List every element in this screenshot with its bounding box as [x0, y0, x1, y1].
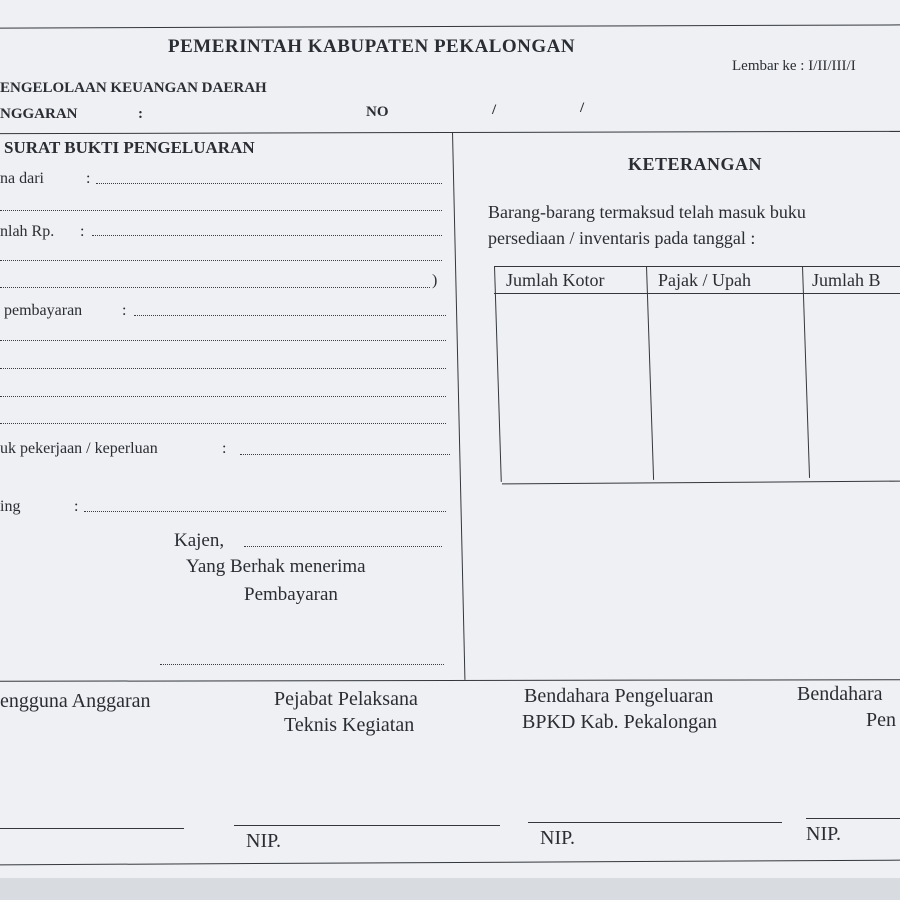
budget-label: NGGARAN [0, 106, 78, 122]
number-slash-2: / [580, 100, 585, 116]
payment-field-4[interactable] [0, 396, 446, 397]
technical-officer-title-1: Pejabat Pelaksana [274, 688, 418, 710]
signature-section-top [0, 679, 900, 682]
keterangan-title: KETERANGAN [628, 154, 763, 174]
number-label: NO [366, 104, 389, 120]
signature-line-3[interactable] [528, 822, 782, 823]
form-title: PEMERINTAH KABUPATEN PEKALONGAN [168, 36, 576, 57]
nip-label-4: NIP. [806, 823, 842, 845]
table-header-net: Jumlah B [812, 270, 881, 290]
signature-line-1[interactable] [0, 828, 184, 829]
bottom-border [0, 860, 900, 866]
amount-field[interactable] [92, 235, 442, 236]
payment-field-2[interactable] [0, 340, 446, 341]
nip-label-2: NIP. [246, 830, 282, 852]
department-name: ENGELOLAAN KEUANGAN DAERAH [0, 80, 267, 96]
sheet-number: Lembar ke : I/II/III/I [732, 58, 856, 74]
budget-colon: : [138, 106, 143, 122]
ing-label: ing [0, 498, 21, 515]
date-field[interactable] [244, 546, 442, 547]
payment-field[interactable] [134, 315, 446, 316]
payment-colon: : [122, 302, 127, 319]
top-border [0, 24, 900, 28]
technical-officer-title-2: Teknis Kegiatan [284, 714, 415, 736]
table-left-border [494, 266, 502, 482]
purpose-label: uk pekerjaan / keperluan [0, 440, 158, 457]
recipient-label-1: Yang Berhak menerima [186, 556, 366, 577]
budget-user-title: engguna Anggaran [0, 690, 151, 712]
table-header-tax: Pajak / Upah [658, 270, 751, 290]
purpose-colon: : [222, 440, 227, 457]
treasurer2-title-1: Bendahara [797, 683, 883, 705]
amount-close-paren: ) [432, 272, 438, 289]
received-from-field[interactable] [96, 183, 442, 184]
table-bottom-border [502, 481, 900, 485]
ing-field[interactable] [84, 511, 446, 512]
place-date-label: Kajen, [174, 530, 225, 551]
table-header-divider [494, 293, 900, 294]
table-top-border [494, 266, 900, 267]
amount-words-field-1[interactable] [0, 260, 442, 261]
table-header-gross: Jumlah Kotor [506, 270, 605, 290]
table-col-divider-2 [802, 266, 810, 478]
ing-colon: : [74, 498, 79, 515]
sheet-edge [0, 878, 900, 900]
received-from-field-2[interactable] [0, 210, 442, 211]
section-title: SURAT BUKTI PENGELUARAN [4, 138, 255, 157]
signature-line-2[interactable] [234, 825, 500, 826]
recipient-signature-field[interactable] [160, 664, 444, 665]
header-divider [0, 131, 900, 134]
received-from-colon: : [86, 170, 91, 187]
amount-label: nlah Rp. [0, 223, 55, 240]
amount-words-field-2[interactable] [0, 287, 430, 288]
payment-field-5[interactable] [0, 423, 446, 424]
recipient-label-2: Pembayaran [244, 584, 338, 605]
treasurer-title-1: Bendahara Pengeluaran [524, 685, 714, 707]
treasurer2-title-2: Pen [866, 709, 896, 731]
keterangan-text-2: persediaan / inventaris pada tanggal : [488, 228, 756, 248]
keterangan-text-1: Barang-barang termaksud telah masuk buku [488, 202, 806, 222]
payment-label: pembayaran [4, 302, 83, 319]
signature-line-4[interactable] [806, 818, 900, 819]
amount-colon: : [80, 223, 85, 240]
nip-label-3: NIP. [540, 827, 576, 849]
column-divider [452, 132, 465, 680]
treasurer-title-2: BPKD Kab. Pekalongan [522, 711, 717, 733]
table-col-divider-1 [646, 266, 654, 480]
received-from-label: na dari [0, 170, 44, 187]
payment-field-3[interactable] [0, 368, 446, 369]
number-slash-1: / [492, 102, 497, 118]
purpose-field[interactable] [240, 454, 450, 455]
